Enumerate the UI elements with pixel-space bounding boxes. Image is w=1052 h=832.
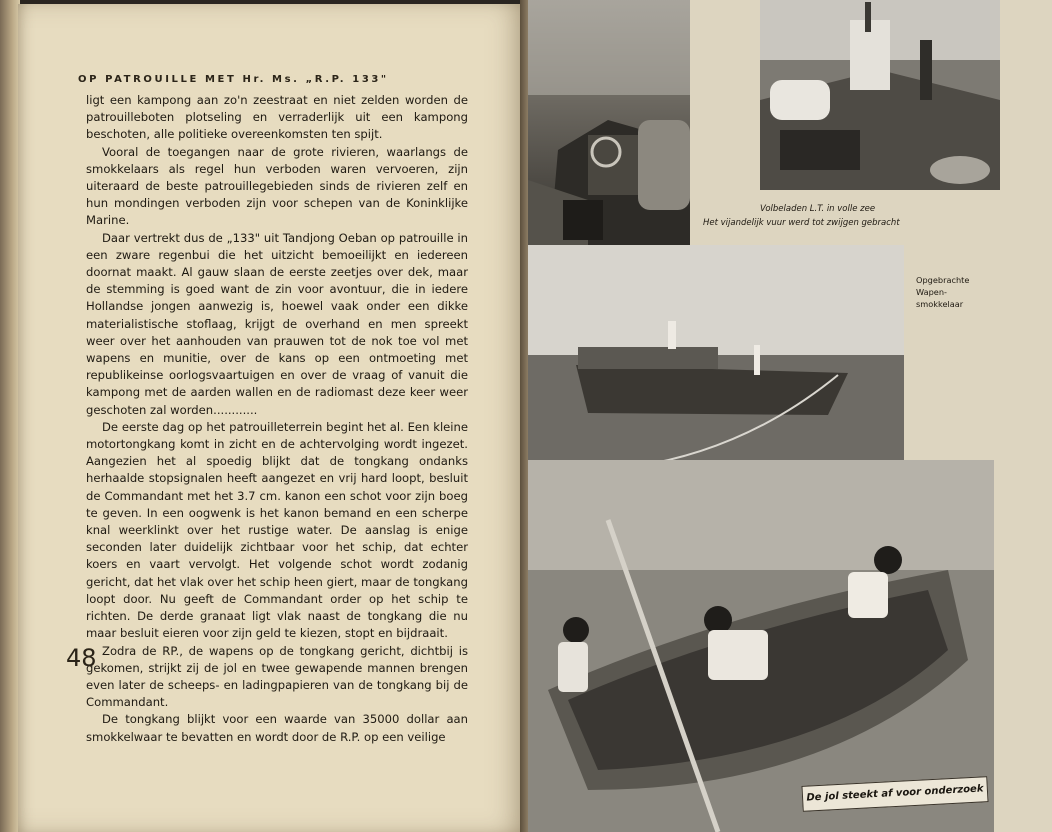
caption-top-2: Het vijandelijk vuur werd tot zwijgen gebracht [703,218,900,228]
page-number: 48 [66,644,97,672]
photo-deck-gun [528,0,690,268]
paragraph: Zodra de RP., de wapens op de tongkang gericht, dichtbij is gekomen, strijkt zij de jol en twee gewapende mannen brengen even later de scheeps- en ladingpapieren van de tongkang bij de Commandant. [86,643,468,710]
caption-top-1: Volbeladen L.T. in volle zee [760,204,876,214]
book-edge [0,0,20,832]
caption-side [916,274,969,310]
photo-dinghy [528,460,994,832]
paragraph: De eerste dag op het patrouilleterrein begint het al. Een kleine motortongkang komt in zicht en de achtervolging wordt ingezet. Aangezien het al spoedig blijkt dat de tongkang ondanks herhaalde stopsignalen heeft aangezet en vrij hard loopt, besluit de Commandant met het 3.7 cm. kanon een schot voor zijn boeg te geven. In een oogwenk is het kanon bemand en een scherpe knal weerklinkt over het rustige water. De aanslag is enige seconden later duidelijk zichtbaar voor het schip, dat echter koers en vaart vervolgt. Het volgende schot wordt zodanig gericht, dat het vlak over het schip heen giert, maar de tongkang loopt door. Nu geeft de Commandant order op het schip te richten. De derde granaat ligt vlak naast de tongkang die nu maar besluit eieren voor zijn geld te kiezen, stopt en bijdraait. [86,419,468,641]
paragraph: Daar vertrekt dus de „133" uit Tandjong Oeban op patrouille in een zware regenbui die het uitzicht bemoeilijkt en iedereen doornat maakt. Al gauw slaan de eerste zeetjes over dek, maar de stemming is goed want de zin voor avontuur, die in iedere Hollandse jongen aanwezig is, hoewel vaak onder een dikke materialistische stoflaag, krijgt de overhand en men spreekt weer over het aanhouden van prauwen tot de nok toe vol met wapens en munitie, over de kans op een ontmoeting met republikeinse oorlogsvaartuigen en over de vraag of vanuit die kampong met de aarden wallen en de radiomast deze keer weer geschoten zal worden............ [86,230,468,417]
photo-loaded-ship [760,0,1000,190]
body-text [86,92,468,746]
running-head: OP PATROUILLE MET Hr. Ms. „R.P. 133" [78,74,389,85]
caption-side-line: Wapen- [916,287,947,297]
caption-side-line: Opgebrachte [916,275,970,285]
caption-side-line: smokkelaar [916,299,964,309]
paragraph: Vooral de toegangen naar de grote rivieren, waarlangs de smokkelaars als regel hun verboden waren vervoeren, zijn uiteraard de beste patrouillegebieden sinds de rivieren zelf en hun mondingen verboden zijn voor schepen van de Koninklijke Marine. [86,144,468,228]
caption-bottom: De jol steekt af voor onderzoek [801,776,988,812]
paragraph: De tongkang blijkt voor een waarde van 35000 dollar aan smokkelwaar te bevatten en wordt door de R.P. op een veilige [86,712,468,744]
photo-smuggler-boat [528,245,904,491]
paragraph: ligt een kampong aan zo'n zeestraat en niet zelden worden de patrouilleboten plotseling en verraderlijk uit een kampong beschoten, alle politieke overeenkomsten ten spijt. [86,93,468,142]
